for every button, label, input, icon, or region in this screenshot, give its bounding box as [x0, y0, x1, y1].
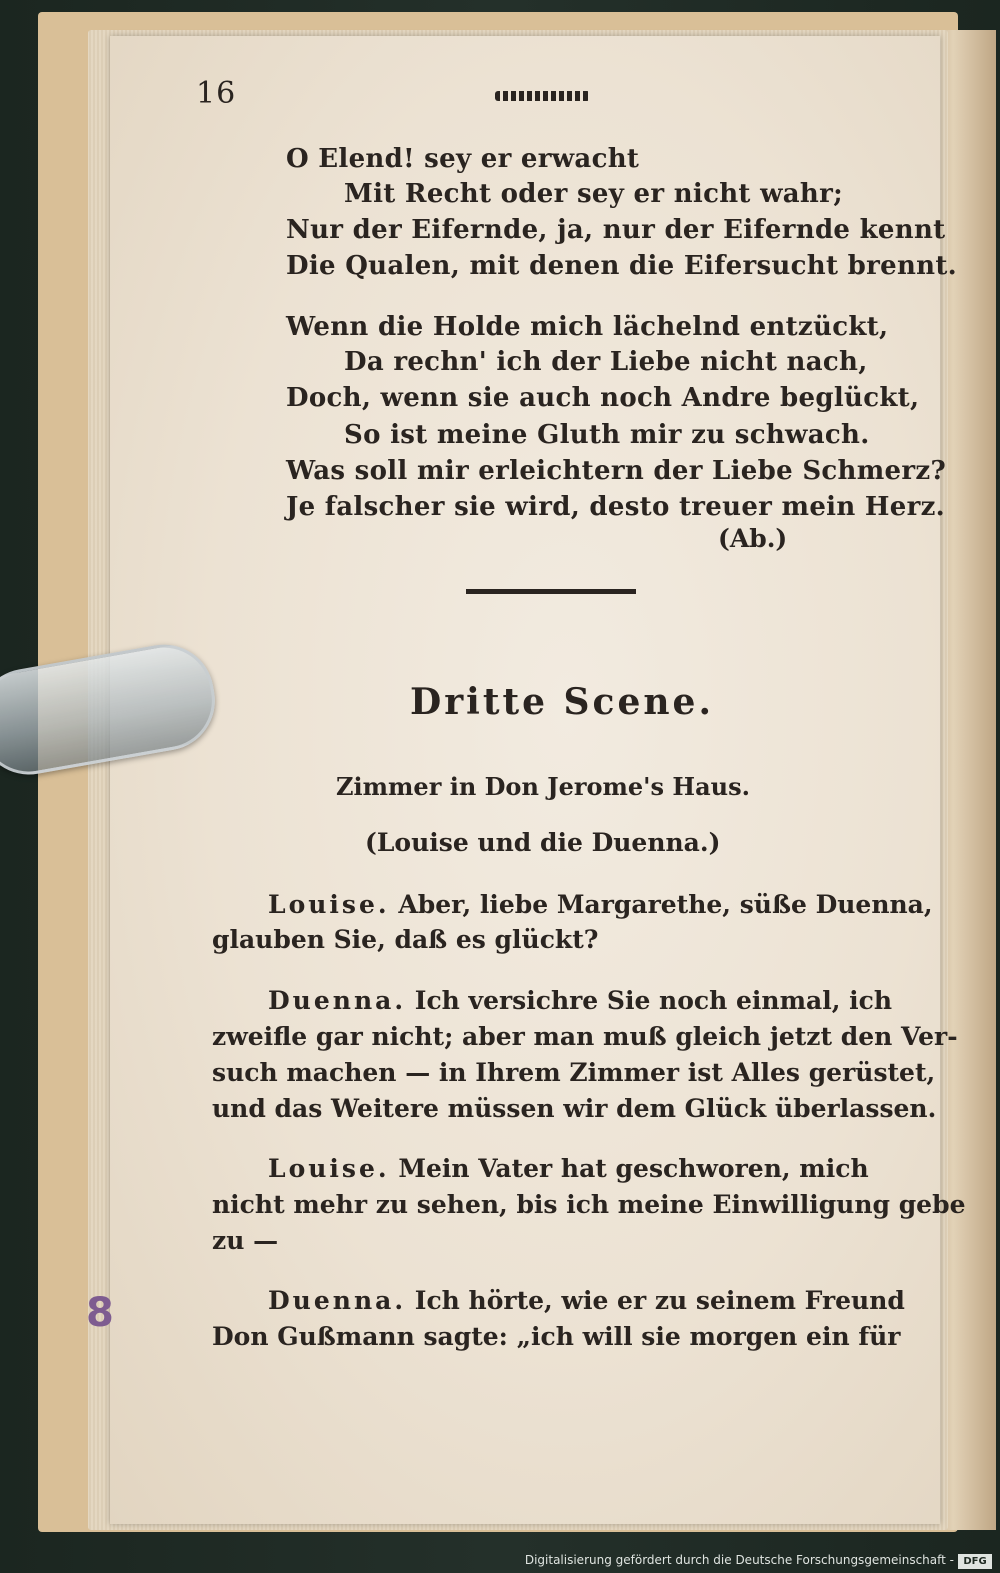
verse-line: Nur der Eifernde, ja, nur der Eifernde kennt [286, 215, 946, 245]
dialogue-line: such machen — in Ihrem Zimmer ist Alles gerüstet, [212, 1058, 936, 1087]
dialogue-line: glauben Sie, daß es glückt? [212, 925, 599, 954]
book-page [110, 36, 966, 1524]
dialogue-line [268, 1286, 905, 1315]
dialogue-line: nicht mehr zu sehen, bis ich meine Einwilligung gebe [212, 1190, 966, 1219]
dialogue-line [268, 890, 933, 919]
dialogue-line [268, 986, 892, 1015]
scene-persons: (Louise und die Duenna.) [365, 828, 721, 857]
scene-title: Dritte Scene. [410, 681, 714, 723]
verse-line: Wenn die Holde mich lächelnd entzückt, [286, 312, 889, 342]
library-stamp-number: 8 [86, 1290, 114, 1336]
dialogue-line: zu — [212, 1226, 279, 1255]
dialogue-text: Ich hörte, wie er zu seinem Freund [414, 1286, 905, 1315]
scene-divider [466, 589, 636, 594]
dialogue-line [268, 1154, 869, 1183]
verse-line: Mit Recht oder sey er nicht wahr; [344, 179, 844, 209]
verse-line: Je falscher sie wird, desto treuer mein Herz. [286, 492, 946, 522]
page-number: 16 [196, 76, 237, 111]
dialogue-text: Mein Vater hat geschworen, mich [398, 1154, 869, 1183]
dfg-logo: DFG [958, 1554, 992, 1569]
verse-line: Die Qualen, mit denen die Eifersucht brennt. [286, 251, 958, 281]
head-ornament [495, 91, 590, 101]
digitization-credit: Digitalisierung gefördert durch die Deutsche Forschungsgemeinschaft - [524, 1553, 954, 1567]
scene-location: Zimmer in Don Jerome's Haus. [336, 772, 750, 801]
verse-line: Da rechn' ich der Liebe nicht nach, [344, 347, 868, 377]
verse-line: So ist meine Gluth mir zu schwach. [344, 420, 870, 450]
dialogue-text: Ich versichre Sie noch einmal, ich [414, 986, 893, 1015]
dialogue-line: und das Weitere müssen wir dem Glück überlassen. [212, 1094, 937, 1123]
verse-line: O Elend! sey er erwacht [286, 144, 640, 174]
dialogue-text: Aber, liebe Margarethe, süße Duenna, [398, 890, 933, 919]
speaker-name: Duenna. [268, 986, 407, 1015]
verse-line: Doch, wenn sie auch noch Andre beglückt, [286, 383, 920, 413]
stage-direction-exit: (Ab.) [718, 524, 788, 553]
speaker-name: Duenna. [268, 1286, 407, 1315]
dialogue-line: Don Gußmann sagte: „ich will sie morgen ein für [212, 1322, 901, 1351]
verse-line: Was soll mir erleichtern der Liebe Schmerz? [286, 456, 946, 486]
speaker-name: Louise. [268, 890, 390, 919]
dialogue-line: zweifle gar nicht; aber man muß gleich jetzt den Ver- [212, 1022, 958, 1051]
speaker-name: Louise. [268, 1154, 390, 1183]
